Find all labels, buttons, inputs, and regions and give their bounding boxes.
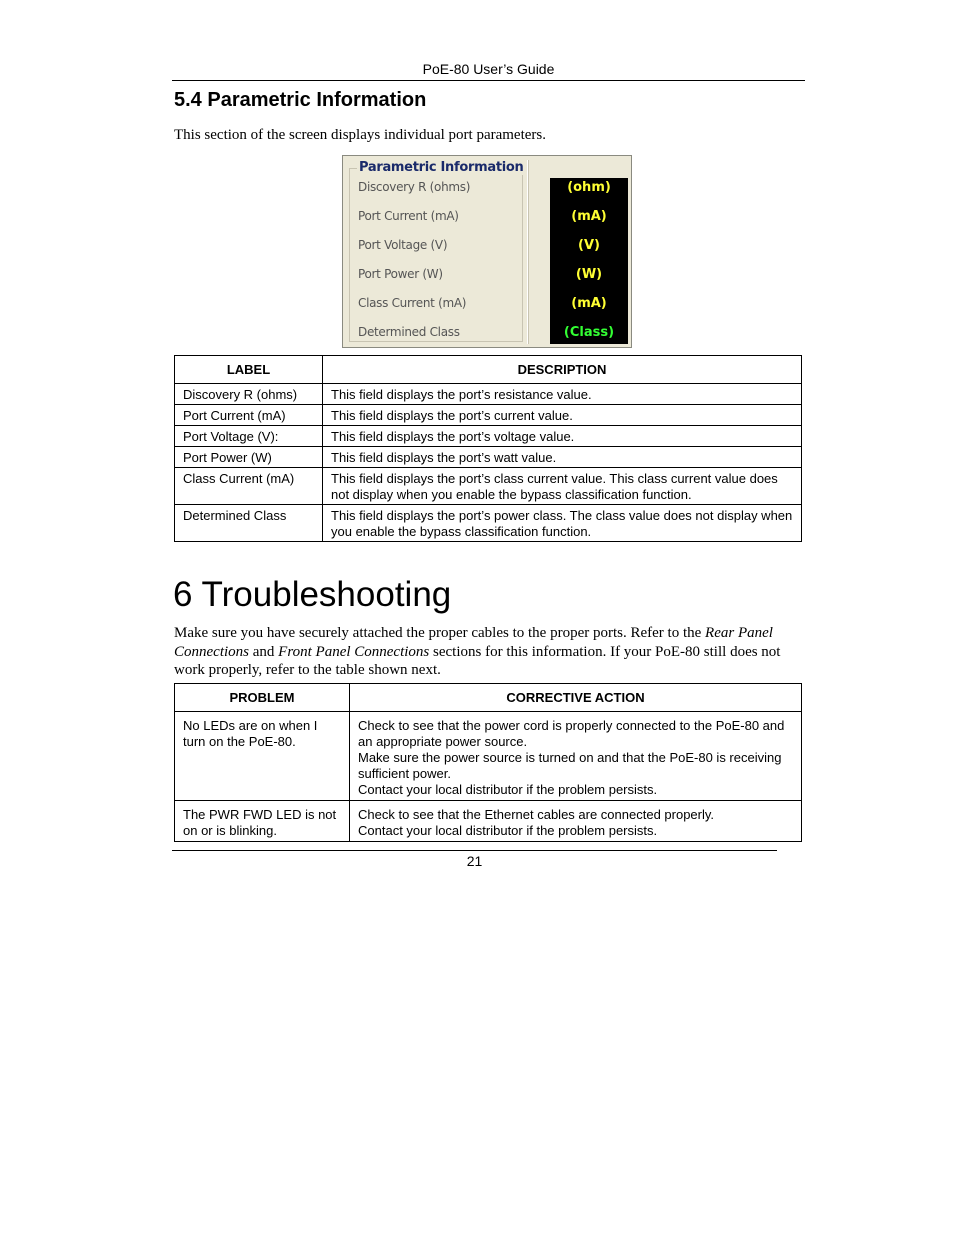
label-cell: Port Power (W): [175, 447, 323, 468]
header-rule: [172, 80, 805, 81]
value-voltage: (V): [578, 238, 600, 253]
panel-label-current: Port Current (mA): [358, 209, 459, 223]
chapter-heading: 6 Troubleshooting: [173, 575, 452, 614]
table-row: [175, 712, 802, 801]
table-row: [175, 447, 802, 468]
footer-rule: [172, 850, 777, 851]
column-header: LABEL: [175, 356, 323, 384]
table-row: [175, 505, 802, 542]
table-row: [175, 426, 802, 447]
table-header-row: [175, 356, 802, 384]
panel-label-discovery: Discovery R (ohms): [358, 180, 471, 194]
panel-title: Parametric Information: [359, 160, 524, 175]
value-current: (mA): [571, 209, 607, 224]
running-header: PoE-80 User’s Guide: [422, 61, 555, 77]
description-cell: This field displays the port’s voltage value.: [323, 426, 802, 447]
label-cell: Port Voltage (V):: [175, 426, 323, 447]
description-cell: This field displays the port’s watt value.: [323, 447, 802, 468]
panel-label-power: Port Power (W): [358, 267, 443, 281]
value-display: [550, 178, 628, 344]
description-cell: This field displays the port’s resistance value.: [323, 384, 802, 405]
description-cell: This field displays the port’s class current value. This class current value does not display when you enable the bypass classification function.: [323, 468, 802, 505]
parametric-group-box: [349, 168, 523, 342]
parametric-table: [174, 355, 802, 542]
table-row: [175, 405, 802, 426]
problem-cell: No LEDs are on when I turn on the PoE-80.: [175, 712, 350, 801]
action-cell: Check to see that the power cord is properly connected to the PoE-80 and an appropriate power source. Make sure the power source is turned on and that the PoE-80 is receiving sufficient power. Contact your local distributor if the problem persists.: [350, 712, 802, 801]
panel-label-voltage: Port Voltage (V): [358, 238, 448, 252]
panel-label-determined-class: Determined Class: [358, 325, 460, 339]
label-cell: Port Current (mA): [175, 405, 323, 426]
chapter-paragraph: Make sure you have securely attached the proper cables to the proper ports. Refer to the Rear Panel Connections and Front Panel Connections sections for this information. If your PoE-80 still does not work properly, refer to the table shown next.: [174, 625, 781, 678]
panel-label-class-current: Class Current (mA): [358, 296, 467, 310]
column-header: CORRECTIVE ACTION: [350, 684, 802, 712]
value-determined-class: (Class): [563, 325, 615, 340]
section-intro: This section of the screen displays individual port parameters.: [174, 127, 546, 143]
page-number: 21: [466, 853, 483, 869]
value-class-current: (mA): [571, 296, 607, 311]
table-row: [175, 468, 802, 505]
value-discovery: (ohm): [567, 180, 611, 195]
description-cell: This field displays the port’s current value.: [323, 405, 802, 426]
troubleshooting-table: [174, 683, 802, 842]
label-cell: Determined Class: [175, 505, 323, 542]
column-header: DESCRIPTION: [323, 356, 802, 384]
table-header-row: [175, 684, 802, 712]
table-row: [175, 384, 802, 405]
label-cell: Class Current (mA): [175, 468, 323, 505]
table-row: [175, 801, 802, 842]
parametric-panel-screenshot: [342, 155, 632, 348]
column-header: PROBLEM: [175, 684, 350, 712]
front-panel-reference: Front Panel Connections: [278, 643, 430, 660]
action-cell: Check to see that the Ethernet cables are connected properly. Contact your local distributor if the problem persists.: [350, 801, 802, 842]
value-power: (W): [575, 267, 603, 282]
description-cell: This field displays the port’s power class. The class value does not display when you enable the bypass classification function.: [323, 505, 802, 542]
label-cell: Discovery R (ohms): [175, 384, 323, 405]
section-heading: 5.4 Parametric Information: [174, 89, 427, 111]
panel-divider: [527, 160, 529, 344]
problem-cell: The PWR FWD LED is not on or is blinking.: [175, 801, 350, 842]
rear-panel-reference: Rear Panel Connections: [174, 625, 773, 660]
